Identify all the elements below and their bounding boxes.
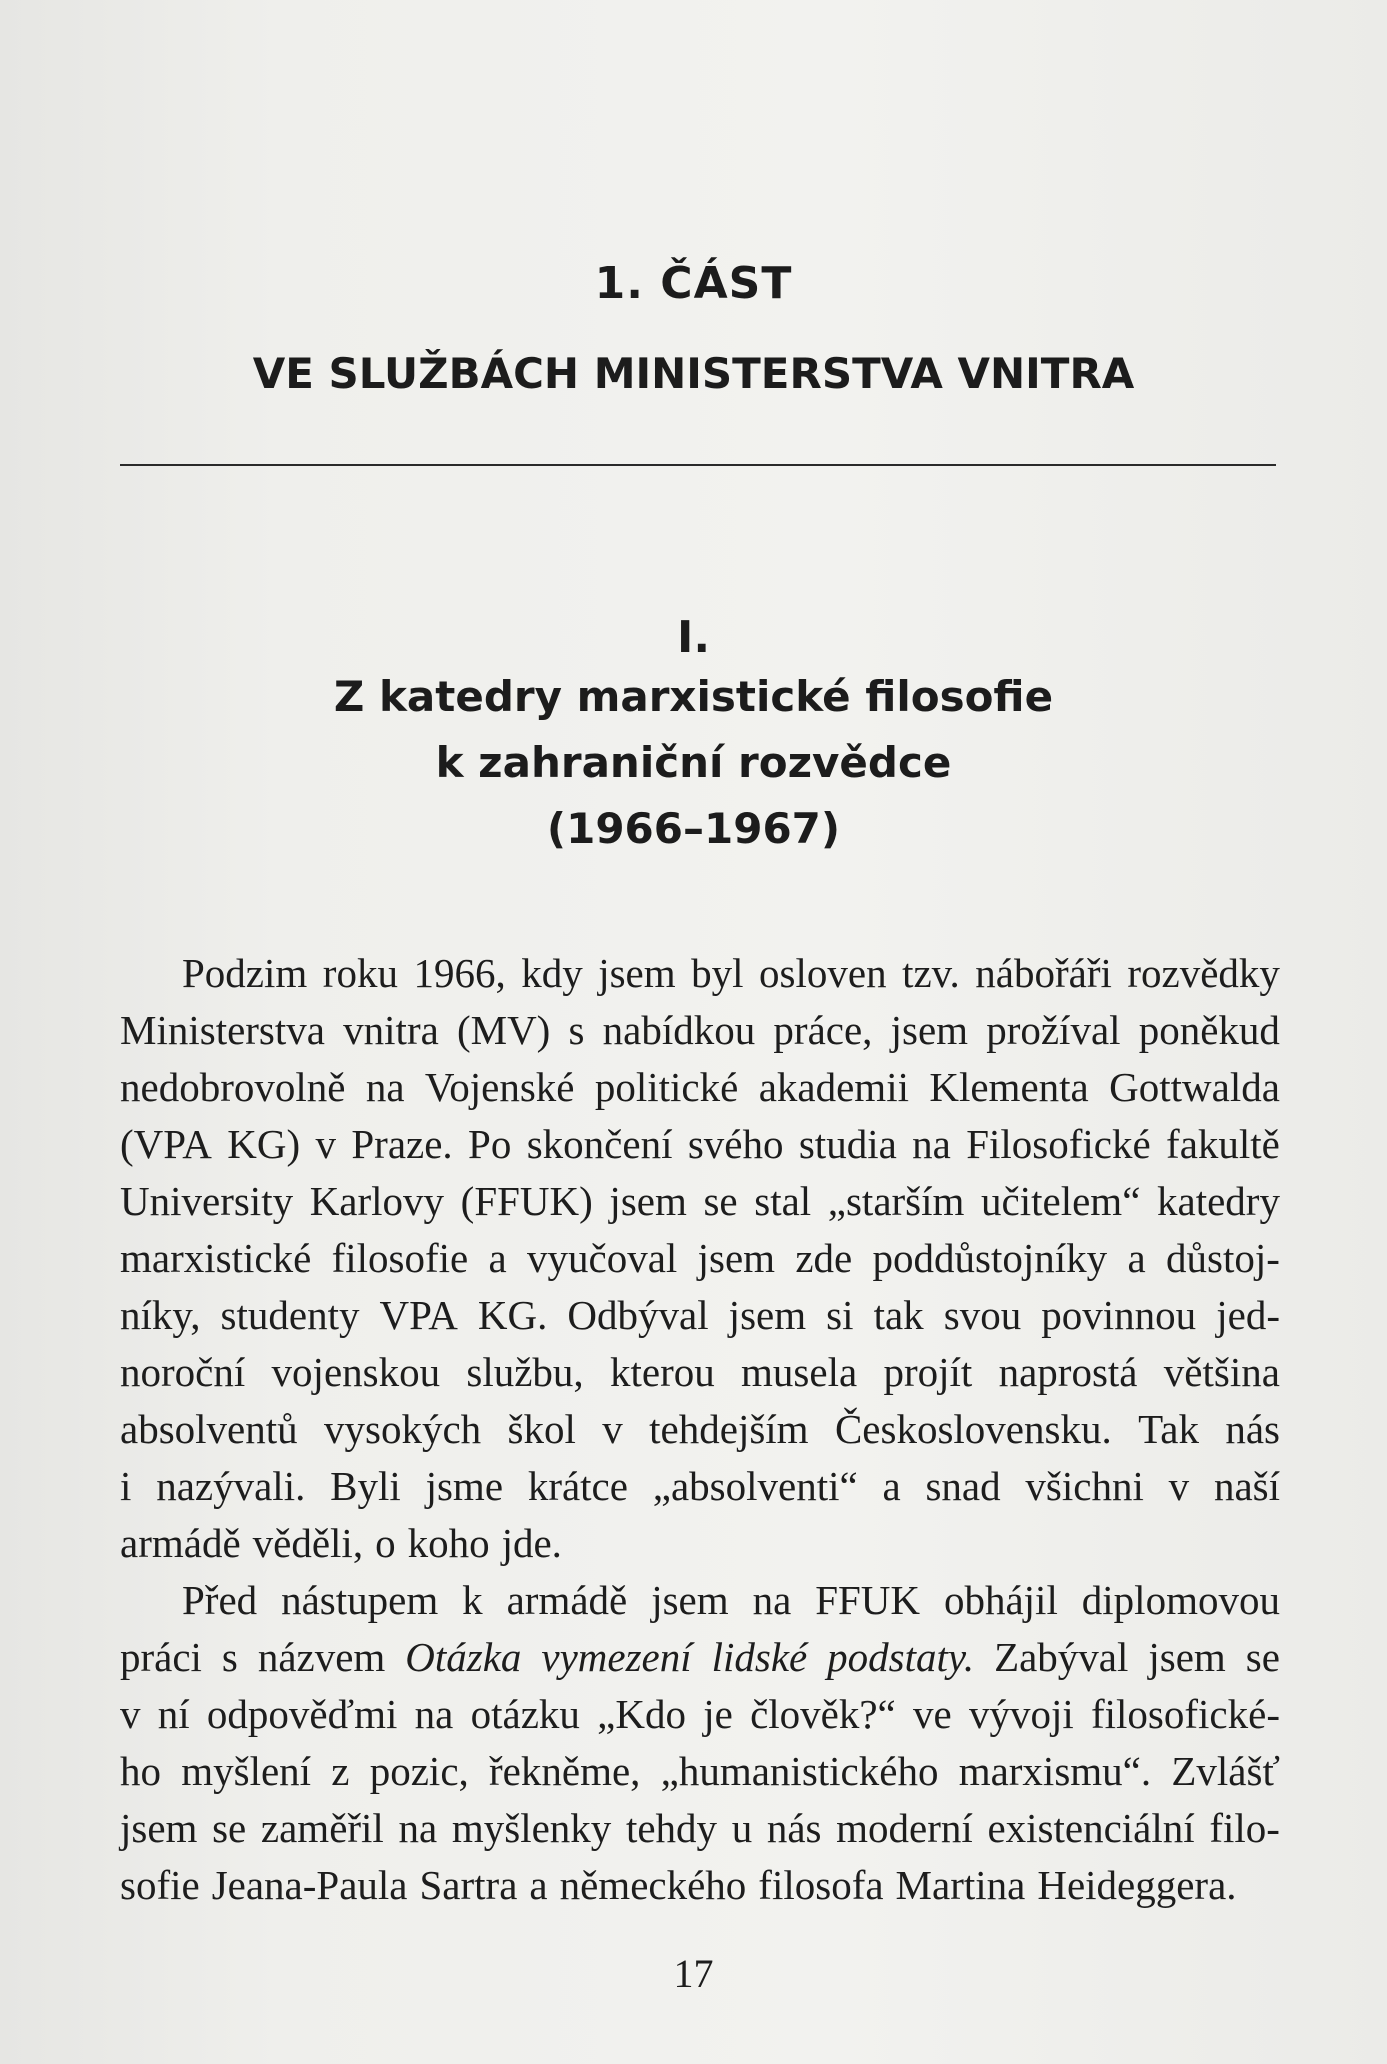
text-line: ho myšlení z pozic, řekněme, „humanistického marxismu“. Zvlášť — [120, 1748, 1280, 1794]
body-text — [120, 945, 1280, 1914]
text-line: nedobrovolně na Vojenské politické akademii Klementa Gottwalda — [120, 1064, 1280, 1110]
text-line: v ní odpověďmi na otázku „Kdo je člověk?“ ve vývoji filosofické- — [120, 1691, 1280, 1737]
part-number: 1. ČÁST — [594, 258, 793, 309]
page-number: 17 — [673, 1951, 714, 1996]
chapter-title-dates: (1966–1967) — [546, 804, 841, 853]
chapter-title-line-1: Z katedry marxistické filosofie — [333, 672, 1054, 721]
text-line: práci s názvem Otázka vymezení lidské podstaty. Zabýval jsem se — [120, 1634, 1280, 1680]
text-line: armádě věděli, o koho jde. — [120, 1520, 562, 1566]
text-line: absolventů vysokých škol v tehdejším Československu. Tak nás — [120, 1406, 1280, 1452]
text-line: noroční vojenskou službu, kterou musela projít naprostá většina — [120, 1349, 1280, 1395]
text-line: i nazývali. Byli jsme krátce „absolventi“ a snad všichni v naší — [120, 1463, 1280, 1509]
text-line: University Karlovy (FFUK) jsem se stal „starším učitelem“ katedry — [120, 1178, 1280, 1224]
text-line: Před nástupem k armádě jsem na FFUK obhájil diplomovou — [182, 1577, 1280, 1623]
text-line: Ministerstva vnitra (MV) s nabídkou práce, jsem prožíval poněkud — [120, 1007, 1280, 1053]
part-title: VE SLUŽBÁCH MINISTERSTVA VNITRA — [252, 349, 1135, 398]
text-line: marxistické filosofie a vyučoval jsem zde poddůstojníky a důstoj- — [120, 1235, 1280, 1281]
text-line: sofie Jeana-Paula Sartra a německého filosofa Martina Heideggera. — [120, 1862, 1237, 1908]
text-line: (VPA KG) v Praze. Po skončení svého studia na Filosofické fakultě — [120, 1121, 1280, 1167]
text-line: níky, studenty VPA KG. Odbýval jsem si tak svou povinnou jed- — [120, 1292, 1280, 1338]
paragraph — [120, 945, 1280, 1572]
chapter-number: I. — [676, 612, 711, 663]
chapter-title-line-2: k zahraniční rozvědce — [435, 738, 952, 787]
horizontal-rule — [120, 464, 1276, 466]
paragraph — [120, 1572, 1280, 1914]
text-line: Podzim roku 1966, kdy jsem byl osloven tzv. nábořáři rozvědky — [182, 950, 1280, 996]
text-line: jsem se zaměřil na myšlenky tehdy u nás moderní existenciální filo- — [120, 1805, 1280, 1851]
